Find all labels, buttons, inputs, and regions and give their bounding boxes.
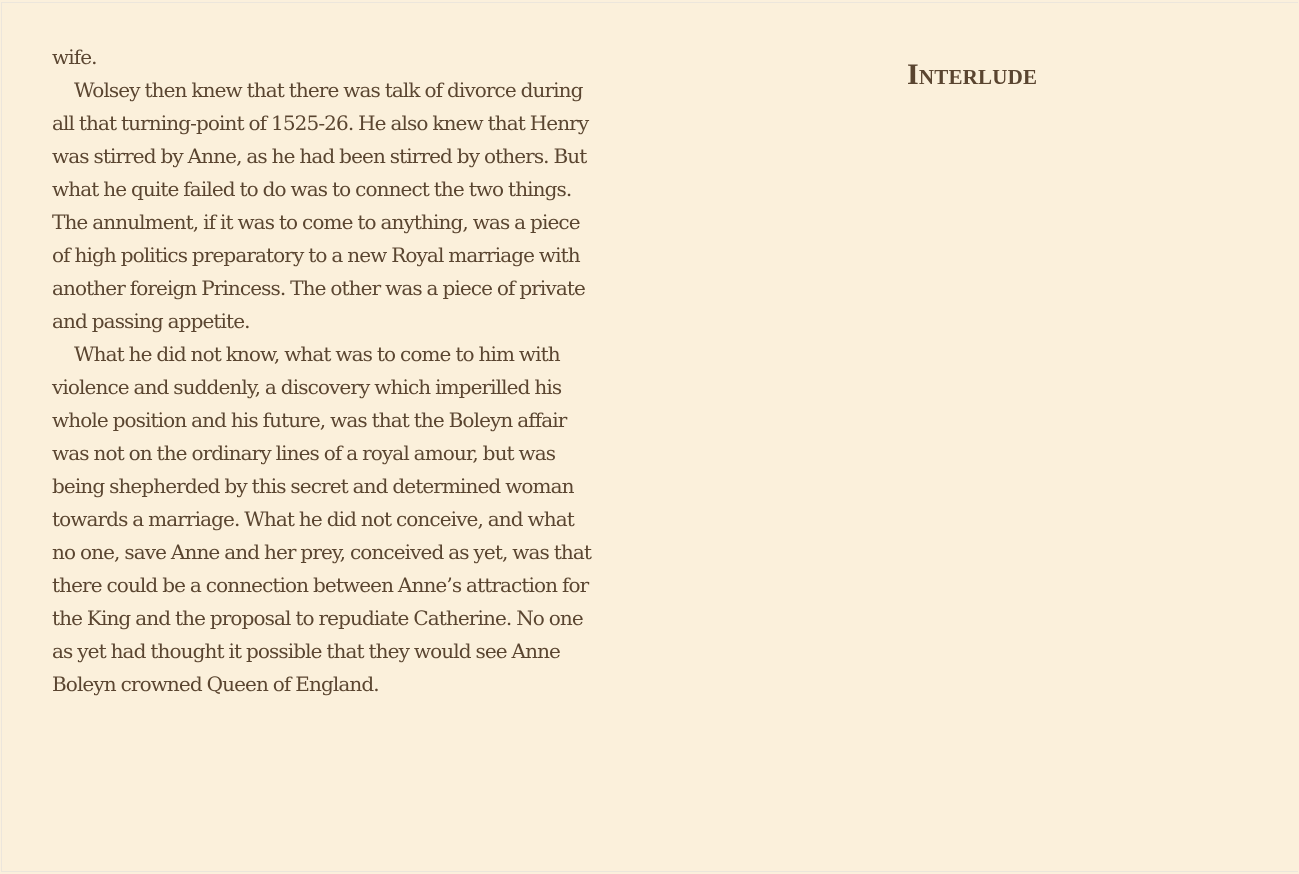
text-line: whole position and his future, was that the Boleyn affair xyxy=(52,408,567,432)
text-line: the King and the proposal to repudiate Catherine. No one xyxy=(52,606,583,630)
text-line: was not on the ordinary lines of a royal amour, but was xyxy=(52,441,556,465)
text-line: all that turning-point of 1525-26. He also knew that Henry xyxy=(52,111,589,135)
text-line: What he did not know, what was to come to him with xyxy=(74,342,560,366)
text-line: as yet had thought it possible that they would see Anne xyxy=(52,639,560,663)
text-line: The annulment, if it was to come to anything, was a piece xyxy=(52,210,580,234)
ebook-reader-view[interactable] xyxy=(1,2,1298,872)
right-page xyxy=(907,58,1037,92)
text-line: violence and suddenly, a discovery which imperilled his xyxy=(52,375,562,399)
paragraph-0 xyxy=(52,41,642,74)
text-line: towards a marriage. What he did not conceive, and what xyxy=(52,507,574,531)
text-line: there could be a connection between Anne’s attraction for xyxy=(52,573,589,597)
text-line: wife. xyxy=(52,45,97,69)
text-line: Wolsey then knew that there was talk of divorce during xyxy=(74,78,583,102)
text-line: and passing appetite. xyxy=(52,309,250,333)
paragraph-2 xyxy=(52,338,642,701)
running-head: Interlude xyxy=(907,58,1038,91)
text-line: no one, save Anne and her prey, conceived as yet, was that xyxy=(52,540,592,564)
text-line: being shepherded by this secret and determined woman xyxy=(52,474,574,498)
text-line: Boleyn crowned Queen of England. xyxy=(52,672,379,696)
paragraph-1 xyxy=(52,74,642,338)
text-line: of high politics preparatory to a new Royal marriage with xyxy=(52,243,580,267)
text-line: was stirred by Anne, as he had been stirred by others. But xyxy=(52,144,587,168)
text-line: what he quite failed to do was to connect the two things. xyxy=(52,177,572,201)
left-page xyxy=(52,41,642,701)
text-line: another foreign Princess. The other was a piece of private xyxy=(52,276,585,300)
